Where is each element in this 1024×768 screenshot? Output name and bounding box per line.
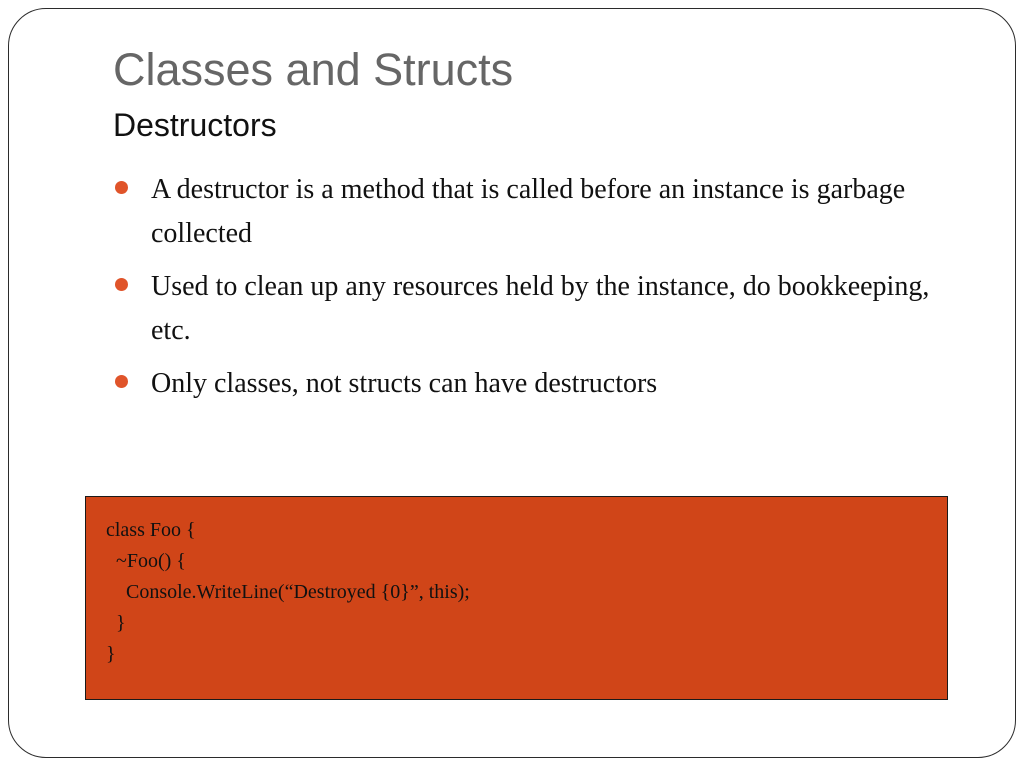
bullet-list: [113, 168, 953, 415]
bullet-dot-icon: [115, 278, 128, 291]
code-line: }: [106, 643, 116, 665]
bullet-item: [113, 362, 953, 406]
code-line: }: [106, 612, 126, 634]
code-line: class Foo {: [106, 519, 196, 541]
code-sample-box: [85, 496, 948, 700]
bullet-text: Only classes, not structs can have destructors: [151, 368, 658, 399]
bullet-text: A destructor is a method that is called before an instance is garbage collected: [151, 174, 906, 249]
bullet-text: Used to clean up any resources held by the instance, do bookkeeping, etc.: [151, 271, 930, 346]
bullet-dot-icon: [115, 375, 128, 388]
code-line: ~Foo() {: [106, 550, 186, 572]
slide-subtitle: Destructors: [113, 107, 277, 143]
slide-title: Classes and Structs: [113, 44, 514, 95]
code-line: Console.WriteLine(“Destroyed {0}”, this);: [106, 581, 470, 603]
bullet-item: [113, 265, 953, 353]
bullet-item: [113, 168, 953, 256]
bullet-dot-icon: [115, 181, 128, 194]
